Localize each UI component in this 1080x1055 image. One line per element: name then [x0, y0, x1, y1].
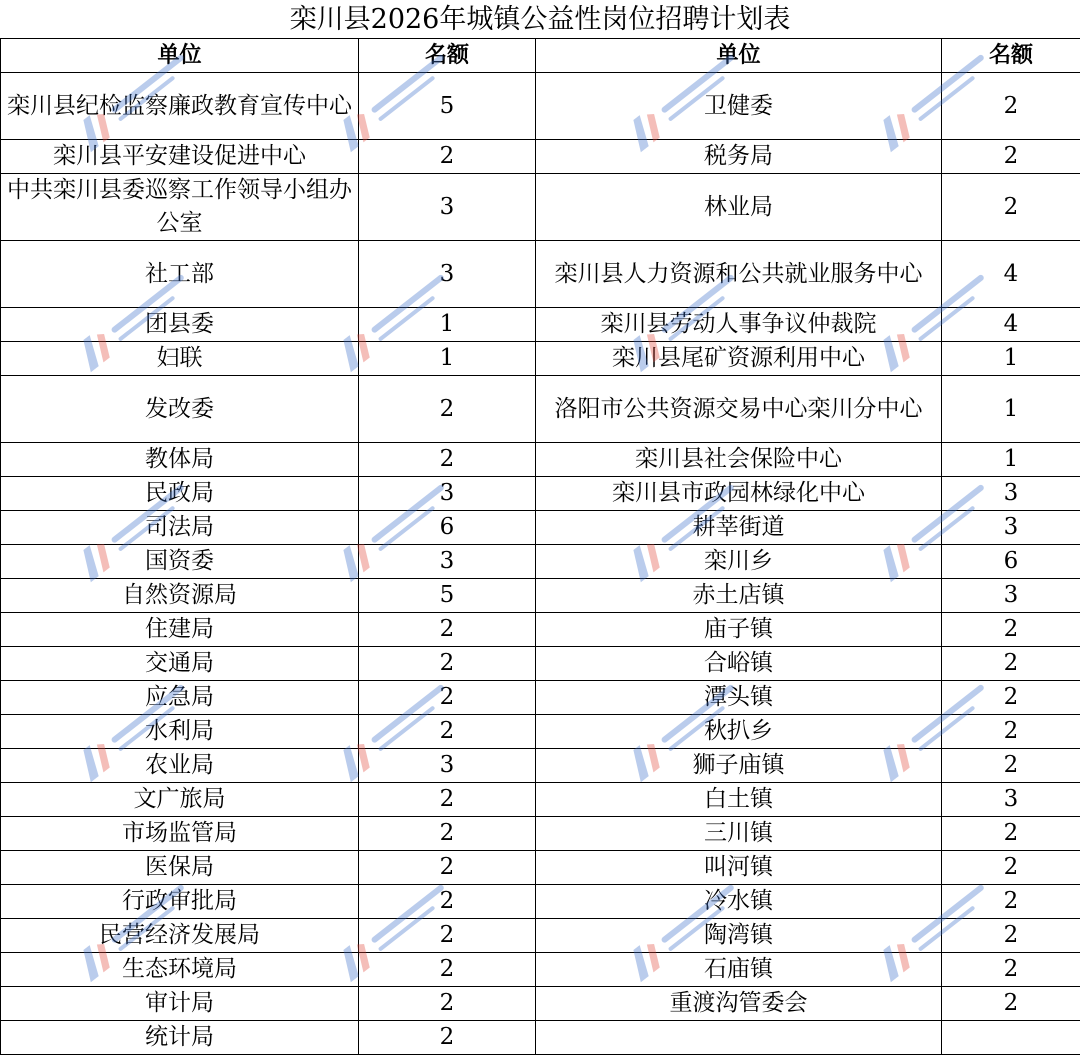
right-unit-cell: 栾川县尾矿资源利用中心	[536, 342, 942, 376]
table-row	[1, 919, 1080, 953]
right-quota-cell: 3	[942, 511, 1080, 545]
right-unit-cell: 庙子镇	[536, 613, 942, 647]
left-quota-cell: 3	[359, 749, 536, 783]
left-quota-cell: 6	[359, 511, 536, 545]
right-quota-cell: 3	[942, 477, 1080, 511]
header-left-unit: 单位	[1, 39, 359, 73]
table-row	[1, 817, 1080, 851]
left-unit-cell: 民政局	[1, 477, 359, 511]
right-quota-cell: 2	[942, 681, 1080, 715]
right-quota-cell: 2	[942, 174, 1080, 241]
right-quota-cell: 2	[942, 987, 1080, 1021]
left-unit-cell: 审计局	[1, 987, 359, 1021]
right-unit-cell: 栾川县社会保险中心	[536, 443, 942, 477]
left-unit-cell: 社工部	[1, 241, 359, 308]
left-quota-cell: 2	[359, 987, 536, 1021]
table-row	[1, 140, 1080, 174]
left-quota-cell: 2	[359, 140, 536, 174]
left-quota-cell: 5	[359, 73, 536, 140]
right-quota-cell: 2	[942, 613, 1080, 647]
header-right-quota: 名额	[942, 39, 1080, 73]
right-unit-cell: 卫健委	[536, 73, 942, 140]
left-unit-cell: 交通局	[1, 647, 359, 681]
table-row	[1, 73, 1080, 140]
left-unit-cell: 司法局	[1, 511, 359, 545]
left-quota-cell: 3	[359, 477, 536, 511]
table-row	[1, 241, 1080, 308]
left-unit-cell: 水利局	[1, 715, 359, 749]
left-unit-cell: 市场监管局	[1, 817, 359, 851]
right-quota-cell: 2	[942, 715, 1080, 749]
right-unit-cell: 栾川县劳动人事争议仲裁院	[536, 308, 942, 342]
right-quota-cell: 2	[942, 817, 1080, 851]
left-unit-cell: 民营经济发展局	[1, 919, 359, 953]
right-unit-cell: 赤土店镇	[536, 579, 942, 613]
left-unit-cell: 教体局	[1, 443, 359, 477]
left-unit-cell: 发改委	[1, 376, 359, 443]
table-row	[1, 1021, 1080, 1055]
left-quota-cell: 2	[359, 851, 536, 885]
left-quota-cell: 1	[359, 308, 536, 342]
left-quota-cell: 2	[359, 885, 536, 919]
right-quota-cell: 4	[942, 308, 1080, 342]
left-unit-cell: 医保局	[1, 851, 359, 885]
right-quota-cell: 2	[942, 140, 1080, 174]
right-quota-cell: 4	[942, 241, 1080, 308]
right-unit-cell: 林业局	[536, 174, 942, 241]
left-unit-cell: 应急局	[1, 681, 359, 715]
right-quota-cell: 2	[942, 953, 1080, 987]
table-row	[1, 376, 1080, 443]
table-row	[1, 715, 1080, 749]
right-quota-cell: 2	[942, 73, 1080, 140]
left-unit-cell: 生态环境局	[1, 953, 359, 987]
left-quota-cell: 2	[359, 376, 536, 443]
table-row	[1, 987, 1080, 1021]
table-row	[1, 579, 1080, 613]
right-unit-cell: 洛阳市公共资源交易中心栾川分中心	[536, 376, 942, 443]
left-quota-cell: 3	[359, 174, 536, 241]
table-row	[1, 613, 1080, 647]
right-unit-cell: 狮子庙镇	[536, 749, 942, 783]
left-unit-cell: 文广旅局	[1, 783, 359, 817]
table-row	[1, 647, 1080, 681]
right-unit-cell: 栾川县人力资源和公共就业服务中心	[536, 241, 942, 308]
right-unit-cell: 税务局	[536, 140, 942, 174]
left-unit-cell: 自然资源局	[1, 579, 359, 613]
right-quota-cell: 1	[942, 376, 1080, 443]
right-unit-cell: 陶湾镇	[536, 919, 942, 953]
table-row	[1, 851, 1080, 885]
left-unit-cell: 团县委	[1, 308, 359, 342]
table-row	[1, 885, 1080, 919]
right-quota-cell	[942, 1021, 1080, 1055]
right-quota-cell: 3	[942, 783, 1080, 817]
table-row	[1, 511, 1080, 545]
right-quota-cell: 3	[942, 579, 1080, 613]
left-quota-cell: 1	[359, 342, 536, 376]
right-unit-cell: 栾川乡	[536, 545, 942, 579]
table-row	[1, 443, 1080, 477]
left-quota-cell: 2	[359, 647, 536, 681]
right-unit-cell: 栾川县市政园林绿化中心	[536, 477, 942, 511]
right-quota-cell: 1	[942, 443, 1080, 477]
left-quota-cell: 3	[359, 241, 536, 308]
left-unit-cell: 妇联	[1, 342, 359, 376]
left-quota-cell: 2	[359, 919, 536, 953]
right-unit-cell: 秋扒乡	[536, 715, 942, 749]
right-quota-cell: 2	[942, 749, 1080, 783]
left-unit-cell: 中共栾川县委巡察工作领导小组办公室	[1, 174, 359, 241]
left-unit-cell: 栾川县平安建设促进中心	[1, 140, 359, 174]
table-row	[1, 783, 1080, 817]
right-unit-cell	[536, 1021, 942, 1055]
right-quota-cell: 2	[942, 919, 1080, 953]
left-quota-cell: 2	[359, 817, 536, 851]
table-row	[1, 681, 1080, 715]
left-quota-cell: 2	[359, 953, 536, 987]
right-quota-cell: 1	[942, 342, 1080, 376]
left-quota-cell: 2	[359, 613, 536, 647]
table-row	[1, 953, 1080, 987]
right-unit-cell: 合峪镇	[536, 647, 942, 681]
right-unit-cell: 重渡沟管委会	[536, 987, 942, 1021]
left-unit-cell: 国资委	[1, 545, 359, 579]
right-unit-cell: 石庙镇	[536, 953, 942, 987]
table-title: 栾川县2026年城镇公益性岗位招聘计划表	[0, 0, 1080, 38]
left-quota-cell: 2	[359, 783, 536, 817]
table-row	[1, 342, 1080, 376]
right-unit-cell: 耕莘街道	[536, 511, 942, 545]
right-unit-cell: 三川镇	[536, 817, 942, 851]
left-unit-cell: 统计局	[1, 1021, 359, 1055]
left-quota-cell: 5	[359, 579, 536, 613]
header-row	[1, 39, 1080, 73]
left-unit-cell: 栾川县纪检监察廉政教育宣传中心	[1, 73, 359, 140]
table-row	[1, 545, 1080, 579]
table-row	[1, 174, 1080, 241]
header-right-unit: 单位	[536, 39, 942, 73]
right-quota-cell: 6	[942, 545, 1080, 579]
left-quota-cell: 3	[359, 545, 536, 579]
table-row	[1, 749, 1080, 783]
left-quota-cell: 2	[359, 1021, 536, 1055]
right-quota-cell: 2	[942, 885, 1080, 919]
right-unit-cell: 白土镇	[536, 783, 942, 817]
right-quota-cell: 2	[942, 851, 1080, 885]
recruitment-plan-table	[0, 38, 1080, 1055]
left-unit-cell: 农业局	[1, 749, 359, 783]
left-quota-cell: 2	[359, 443, 536, 477]
left-quota-cell: 2	[359, 681, 536, 715]
header-left-quota: 名额	[359, 39, 536, 73]
right-unit-cell: 叫河镇	[536, 851, 942, 885]
right-quota-cell: 2	[942, 647, 1080, 681]
right-unit-cell: 潭头镇	[536, 681, 942, 715]
left-unit-cell: 行政审批局	[1, 885, 359, 919]
left-unit-cell: 住建局	[1, 613, 359, 647]
table-row	[1, 308, 1080, 342]
right-unit-cell: 冷水镇	[536, 885, 942, 919]
table-row	[1, 477, 1080, 511]
left-quota-cell: 2	[359, 715, 536, 749]
